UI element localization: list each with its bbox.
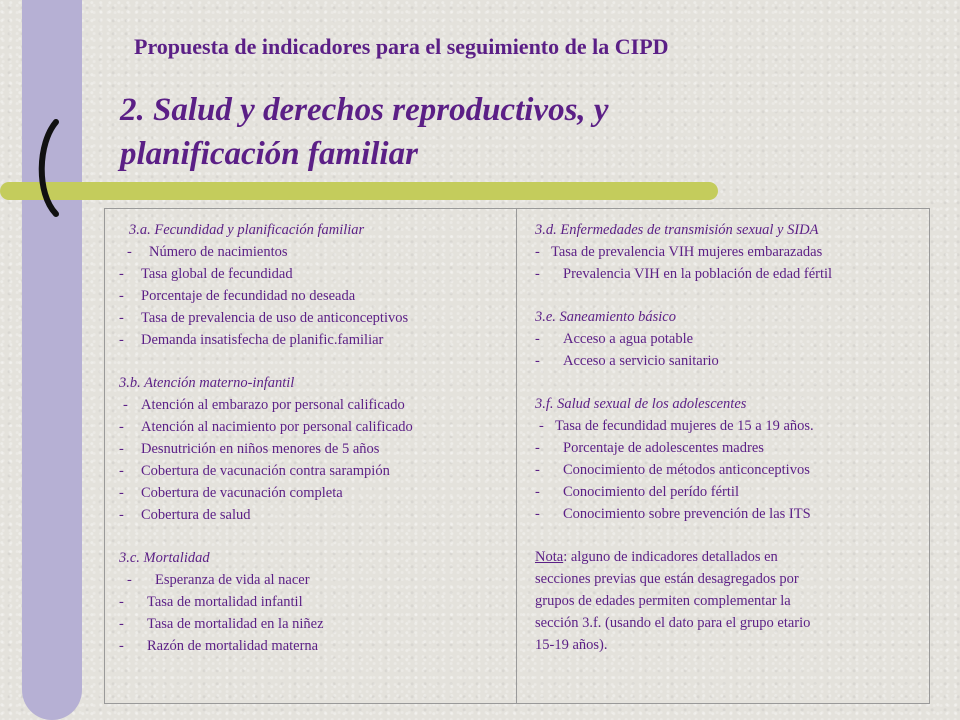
list-item: - Atención al nacimiento por personal calificado	[119, 419, 413, 435]
list-item: - Tasa de mortalidad infantil	[119, 594, 303, 610]
list-item: - Cobertura de vacunación contra sarampión	[119, 463, 390, 479]
section-heading: 3.a. Fecundidad y planificación familiar	[129, 222, 365, 238]
section-mortalidad	[119, 547, 516, 657]
list-item: - Cobertura de vacunación completa	[119, 485, 343, 501]
section-heading: 3.e. Saneamiento básico	[535, 309, 676, 325]
list-item: - Acceso a agua potable	[535, 331, 694, 347]
section-heading: 3.d. Enfermedades de transmisión sexual y SIDA	[535, 222, 819, 238]
section-saneamiento	[535, 306, 929, 372]
list-item: - Tasa de mortalidad en la niñez	[119, 616, 324, 632]
left-column	[105, 209, 517, 703]
list-item: - Demanda insatisfecha de planific.familiar	[119, 332, 384, 348]
list-item: - Tasa global de fecundidad	[119, 266, 293, 282]
section-ets-sida	[535, 219, 929, 285]
section-heading: 3.c. Mortalidad	[119, 550, 210, 566]
note-paragraph: Nota: alguno de indicadores detallados en secciones previas que están desagregados por grupos de edades permiten complementar la sección 3.f. (usando el dato para el grupo etario 15-19 años).	[535, 549, 811, 653]
list-item: - Tasa de prevalencia de uso de anticonceptivos	[119, 310, 409, 326]
section-adolescentes	[535, 393, 929, 525]
indicator-table	[104, 208, 930, 704]
list-item: - Conocimiento sobre prevención de las ITS	[535, 506, 811, 522]
list-item: - Conocimiento de métodos anticonceptivos	[535, 462, 810, 478]
list-item: - Atención al embarazo por personal calificado	[123, 397, 405, 413]
list-item: - Desnutrición en niños menores de 5 años	[119, 441, 380, 457]
section-heading: 3.b. Atención materno-infantil	[119, 375, 295, 391]
list-item: - Número de nacimientos	[127, 244, 288, 260]
decorative-side-bar	[22, 0, 82, 720]
title-line-1: 2. Salud y derechos reproductivos, y	[120, 92, 609, 128]
section-heading: 3.f. Salud sexual de los adolescentes	[535, 396, 747, 412]
note-label: Nota	[535, 549, 564, 565]
section-materno-infantil	[119, 372, 516, 526]
list-item: - Prevalencia VIH en la población de edad fértil	[535, 266, 833, 282]
list-item: - Acceso a servicio sanitario	[535, 353, 719, 369]
decorative-band	[0, 182, 718, 200]
list-item: - Tasa de fecundidad mujeres de 15 a 19 años.	[539, 418, 814, 434]
bracket-icon	[30, 118, 60, 218]
list-item: - Razón de mortalidad materna	[119, 638, 319, 654]
list-item: - Porcentaje de fecundidad no deseada	[119, 288, 356, 304]
list-item: - Cobertura de salud	[119, 507, 251, 523]
list-item: - Porcentaje de adolescentes madres	[535, 440, 764, 456]
title-line-2: planificación familiar	[120, 136, 418, 172]
list-item: - Tasa de prevalencia VIH mujeres embarazadas	[535, 244, 823, 260]
slide-title	[120, 88, 880, 176]
list-item: - Esperanza de vida al nacer	[127, 572, 310, 588]
right-column	[517, 209, 929, 703]
slide-subtitle: Propuesta de indicadores para el seguimiento de la CIPD	[134, 34, 669, 59]
list-item: - Conocimiento del perído fértil	[535, 484, 739, 500]
section-fecundidad	[119, 219, 516, 351]
